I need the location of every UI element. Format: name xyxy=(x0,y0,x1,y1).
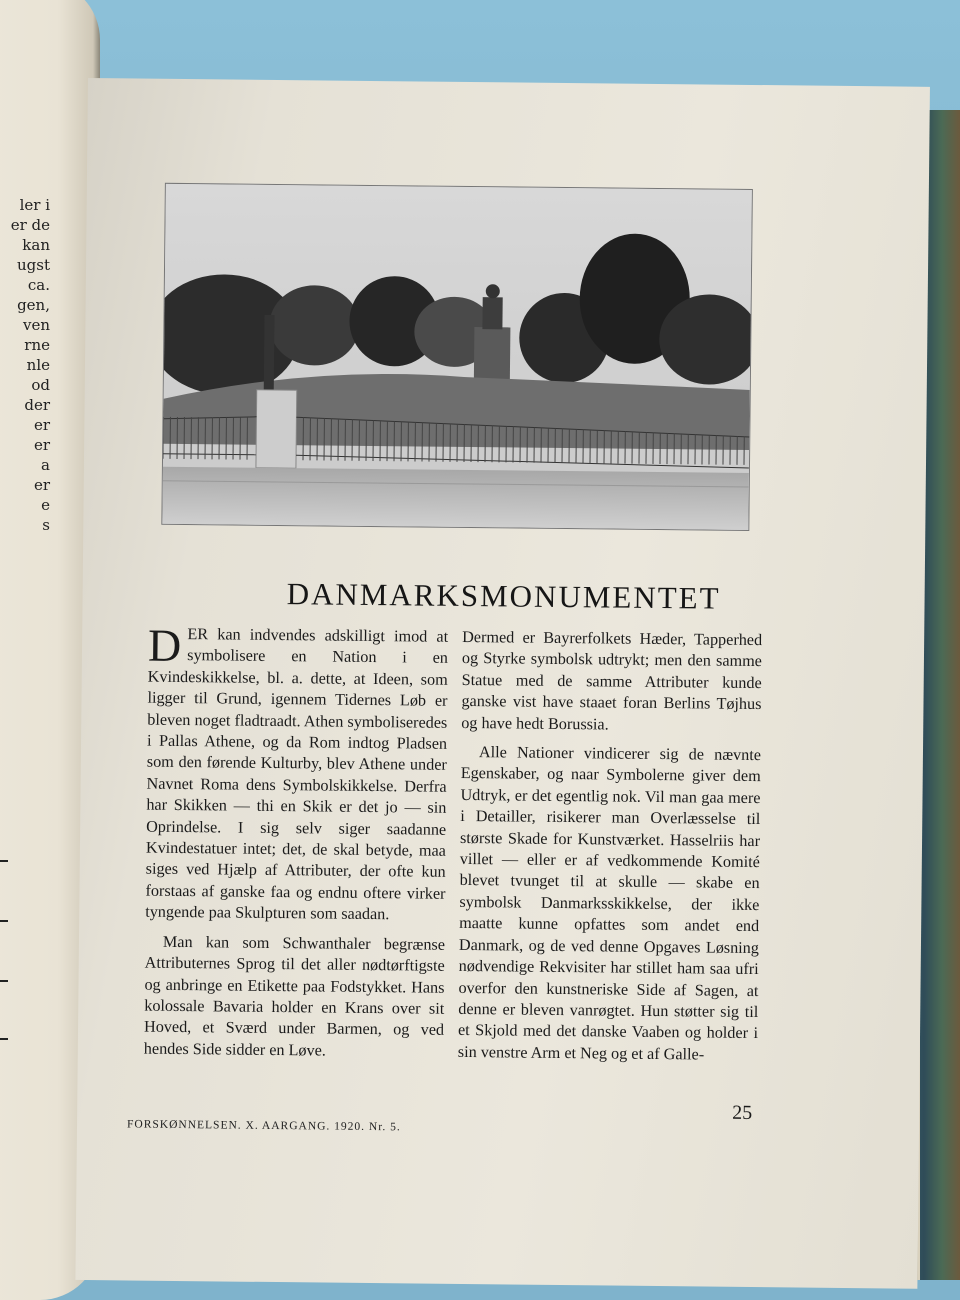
page-number: 25 xyxy=(732,1102,752,1125)
lead-in: ER xyxy=(187,625,208,643)
journal-footer: FORSKØNNELSEN. X. AARGANG. 1920. Nr. 5. xyxy=(127,1118,401,1133)
paragraph-3: Dermed er Bayrerfolkets Hæder, Tapperhed og Styrke symbolsk udtrykt; men den samme Statue med de samme Attributer kunde ganske vist have staaet foran Berlins Tøjhus og have hedt Borussia. xyxy=(461,627,762,737)
left-page-line: rne xyxy=(11,335,50,355)
left-page-line: der xyxy=(11,395,50,415)
left-page-line: kan xyxy=(11,235,50,255)
left-page-line: er de xyxy=(11,215,50,235)
drop-cap: D xyxy=(148,626,182,666)
left-page-line: er xyxy=(11,475,50,495)
left-page-line: a xyxy=(11,455,50,475)
left-page-text-fragment xyxy=(11,195,50,535)
left-page-line: od xyxy=(11,375,50,395)
paragraph-1 xyxy=(145,624,448,927)
left-page-line: ugst xyxy=(11,255,50,275)
left-page-line: er xyxy=(11,435,50,455)
right-column xyxy=(458,627,763,1074)
left-page-line: gen, xyxy=(11,295,50,315)
paragraph-1-text: kan indvendes adskilligt imod at symbolisere en Nation i en Kvindeskikkelse, bl. a. dette, at Ideen, som ligger til Grund, igennem Tidernes Løb er bleven noget fladtraadt. Athen symboliseredes i Pallas Athene, og da Rom indtog Pladsen som den førende Kulturby, blev Athene under Navnet Roma dens Symbolskikkelse. Derfra har Skikken — thi en Skik er det jo — sin Oprindelse. I sig selv siger saadanne Kvindestatuer intet; det, de skal betyde, maa siges ved Hjælp af Attributer, der ofte kun forstaas af ganske faa og endnu oftere virker tyngende paa Skulpturen som saadan. xyxy=(145,625,448,923)
right-page xyxy=(75,78,930,1289)
left-page-line: er xyxy=(11,415,50,435)
monument-photograph xyxy=(161,183,753,531)
left-page-line: ler i xyxy=(11,195,50,215)
left-page-line: ca. xyxy=(11,275,50,295)
left-page-line: ven xyxy=(11,315,50,335)
left-page-line: s xyxy=(11,515,50,535)
left-page-line: nle xyxy=(11,355,50,375)
left-page-line: e xyxy=(11,495,50,515)
paragraph-2: Man kan som Schwanthaler begrænse Attributernes Sprog til det aller nødtørftigste og anbringe en Etikette paa Fodstykket. Hans kolossale Bavaria holder en Krans over sit Hoved, et Sværd under Barmen, og ved hendes Side sidder en Løve. xyxy=(144,931,445,1063)
binding-stitches xyxy=(0,860,6,1040)
paragraph-4: Alle Nationer vindicerer sig de nævnte Egenskaber, og naar Symbolerne giver dem Udtryk, er det egentlig nok. Vil man gaa mere i Detailler, risikerer man Overlæsselse til største Skade for Kunstværket. Hasselriis har villet — eller er af vedkommende Komité blevet tvunget til at skulle — skabe en symbolsk Danmarksskikkelse, der ikke maatte kunne opfattes som andet end Danmark, og de ved denne Opgaves Løsning nødvendige Rekvisiter har stillet ham saa ufri overfor den kunstneriske Side af Sagen, at denne er bleven vanrøgtet. Hun støtter sig til et Skjold med det danske Vaaben og holder i sin venstre Arm et Neg og et af Galle- xyxy=(458,742,761,1066)
left-column xyxy=(144,624,449,1071)
article-title: DANMARKSMONUMENTET xyxy=(82,574,924,619)
monument-photo-image xyxy=(162,184,752,530)
